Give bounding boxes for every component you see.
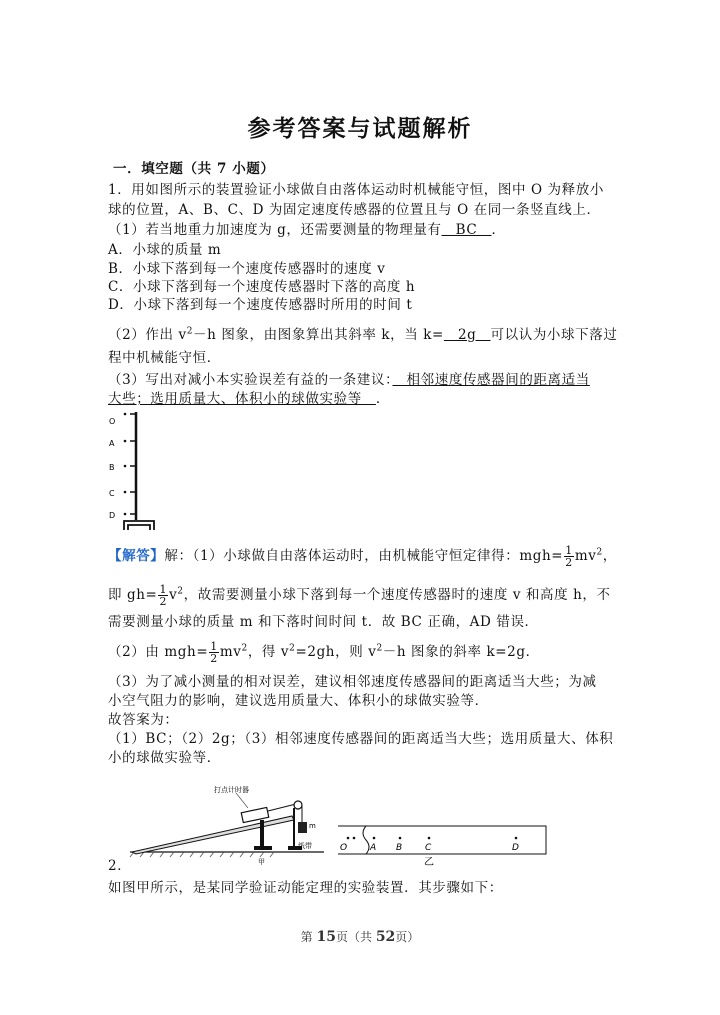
- frac-num: 1: [565, 544, 573, 557]
- superscript: 2: [241, 643, 248, 654]
- fraction-half: [564, 545, 574, 568]
- label-tape: 纸带: [298, 842, 312, 850]
- page-footer: [0, 928, 720, 945]
- q1-option-b: B．小球下落到每一个速度传感器时的速度 v: [108, 261, 386, 277]
- footer-text: 页）: [395, 930, 420, 944]
- q1-part1-end: ．: [491, 222, 506, 238]
- answer-text: 解：（1）小球做自由落体运动时，由机械能守恒定律得：mgh=: [164, 548, 564, 564]
- q1-part3-prompt: （3）写出对减小本实验误差有益的一条建议：: [108, 372, 393, 388]
- q2-stem: 如图甲所示，是某同学验证动能定理的实验装置．其步骤如下：: [108, 880, 503, 896]
- footer-text: 第: [300, 930, 317, 944]
- superscript: 2: [177, 586, 184, 597]
- support-post: [260, 820, 264, 850]
- answer-tag: 【解答】: [108, 548, 165, 564]
- tape-label-c: C: [425, 843, 432, 853]
- page-title: 参考答案与试题解析: [247, 115, 473, 142]
- answer-text: 即 gh=: [108, 587, 158, 603]
- answer-line9: 小的球做实验等．: [108, 750, 221, 766]
- q1-part3-answer: 相邻速度传感器间的距离适当: [392, 372, 590, 388]
- sensor-stand-figure: [104, 408, 164, 532]
- answer-line7: 故答案为：: [108, 712, 179, 728]
- q1-part2-answer: 2g: [443, 327, 491, 343]
- frac-den: 2: [565, 556, 573, 569]
- q1-option-c: C．小球下落到每一个速度传感器时下落的高度 h: [108, 279, 416, 295]
- q1-part3-line2: [108, 390, 390, 408]
- hanging-mass: [298, 822, 307, 833]
- answer-line2: [108, 584, 611, 607]
- answer-line1: [108, 545, 617, 568]
- q1-part2-line2: 程中机械能守恒．: [108, 350, 221, 366]
- answer-text: －h 图象的斜率 k=2g．: [382, 644, 540, 660]
- q1-stem-line1: 1．用如图所示的装置验证小球做自由落体运动时机械能守恒，图中 O 为释放小: [108, 182, 604, 198]
- q1-part3-answer-cont: 大些；选用质量大、体积小的球做实验等: [108, 391, 376, 407]
- q1-part1-answer: BC: [441, 222, 492, 238]
- stand-base: [124, 521, 154, 530]
- answer-text: （2）由 mgh=: [108, 644, 209, 660]
- q1-part2-text: （2）作出 v: [108, 327, 187, 343]
- q1-option-a: A．小球的质量 m: [108, 242, 222, 258]
- frac-den: 2: [159, 595, 168, 608]
- label-m: m: [309, 822, 316, 830]
- frac-num: 1: [159, 583, 168, 596]
- fraction-half: [158, 584, 168, 607]
- q1-part3-end: ．: [375, 391, 391, 407]
- label-yi: 乙: [424, 857, 434, 868]
- answer-text: ，: [602, 548, 617, 564]
- footer-text: 页（共: [335, 930, 376, 944]
- q1-part2-text3: 可以认为小球下落过: [490, 327, 618, 343]
- superscript: 2: [596, 547, 603, 558]
- frac-den: 2: [210, 652, 218, 665]
- superscript: 2: [289, 643, 296, 654]
- label-jia: 甲: [258, 858, 265, 866]
- answer-text: mv: [574, 548, 597, 564]
- pulley: [294, 801, 302, 809]
- fraction-half: [209, 641, 219, 664]
- paper-tape-figure: [336, 824, 548, 868]
- q1-part1-prompt: （1）若当地重力加速度为 g，还需要测量的物理量有: [108, 222, 442, 238]
- q1-part2-text2: －h 图象，由图象算出其斜率 k，当 k=: [193, 327, 444, 343]
- label-b: B: [109, 463, 115, 472]
- superscript: 2: [376, 643, 383, 654]
- answer-text: ，故需要测量小球下落到每一个速度传感器时的速度 v 和高度 h，不: [183, 587, 611, 603]
- label-d: D: [109, 511, 116, 520]
- tape-label-a: A: [370, 843, 377, 853]
- label-o: O: [109, 417, 116, 426]
- page-total: 52: [375, 929, 396, 945]
- answer-text: v: [169, 587, 178, 603]
- label-c: C: [109, 489, 115, 498]
- cart: [241, 807, 269, 822]
- tape-label-o: O: [340, 843, 348, 853]
- superscript: 2: [186, 326, 194, 337]
- tape-break: [363, 826, 369, 854]
- tape-label-b: B: [396, 843, 403, 853]
- tape-label-d: D: [512, 843, 519, 853]
- answer-line4: [108, 641, 540, 664]
- q1-stem-line2: 球的位置，A、B、C、D 为固定速度传感器的位置且与 O 在同一条竖直线上．: [108, 202, 601, 218]
- answer-line6: 小空气阻力的影响，建议选用质量大、体积小的球做实验等．: [108, 693, 489, 709]
- q1-part2: [108, 326, 617, 344]
- section-heading: 一．填空题（共 7 小题）: [113, 161, 275, 177]
- label-a: A: [109, 439, 115, 448]
- answer-text: =2gh，则 v: [295, 644, 377, 660]
- incline-apparatus-figure: [124, 780, 334, 866]
- page-number: 15: [316, 929, 336, 945]
- q1-part3: [108, 371, 590, 389]
- label-timer: 打点计时器: [214, 786, 249, 794]
- q1-option-d: D．小球下落到每一个速度传感器时所用的时间 t: [108, 297, 413, 313]
- answer-line8: （1）BC；（2）2g；（3）相邻速度传感器间的距离适当大些；选用质量大、体积: [108, 731, 614, 747]
- q1-part1: [108, 221, 506, 239]
- string: [268, 804, 296, 811]
- answer-line5: （3）为了减小测量的相对误差，建议相邻速度传感器间的距离适当大些；为减: [108, 674, 597, 690]
- answer-text: mv: [219, 644, 242, 660]
- answer-text: ，得 v: [247, 644, 290, 660]
- answer-line3: 需要测量小球的质量 m 和下落时间时间 t．故 BC 正确，AD 错误．: [108, 614, 539, 630]
- frac-num: 1: [210, 640, 218, 653]
- q2-number: 2．: [108, 858, 132, 874]
